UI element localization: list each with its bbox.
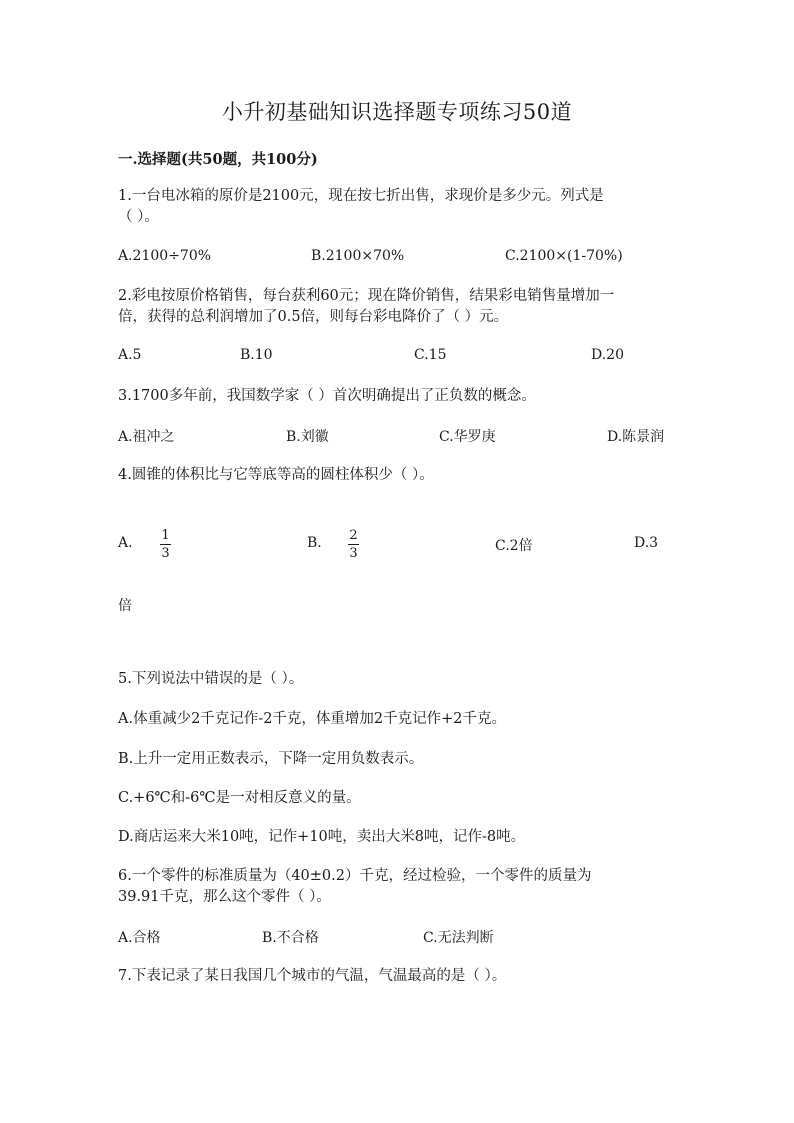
question-5-option-b: B.上升一定用正数表示，下降一定用负数表示。: [118, 751, 424, 767]
question-4-option-c: C.2倍: [495, 538, 533, 554]
section-heading: 一.选择题(共50题，共100分): [118, 151, 318, 168]
option-a-fraction: [160, 528, 171, 561]
question-5-text: 5.下列说法中错误的是（ ）。: [118, 671, 304, 687]
question-5-option-a: A.体重减少2千克记作-2千克，体重增加2千克记作+2千克。: [118, 711, 507, 727]
question-6-text-cont: 39.91千克，那么这个零件（ ）。: [118, 889, 331, 905]
question-2-option-d: D.20: [591, 347, 624, 363]
question-2-option-b: B.10: [240, 347, 273, 363]
question-6-option-c: C.无法判断: [423, 930, 494, 946]
question-4-option-b: B.: [307, 535, 322, 551]
question-1-text: 1.一台电冰箱的原价是2100元，现在按七折出售，求现价是多少元。列式是: [118, 188, 604, 204]
question-4-option-a: A.: [118, 535, 133, 551]
question-5-option-d: D.商店运来大米10吨，记作+10吨，卖出大米8吨，记作-8吨。: [118, 829, 526, 845]
fraction-bar: [348, 544, 359, 545]
fraction-denominator: 3: [349, 546, 358, 561]
question-6-text: 6.一个零件的标准质量为（40±0.2）千克，经过检验，一个零件的质量为: [118, 868, 592, 884]
question-3-option-c: C.华罗庚: [439, 429, 496, 445]
question-4-text: 4.圆锥的体积比与它等底等高的圆柱体积少（ ）。: [118, 467, 434, 483]
question-3-option-a: A.祖冲之: [118, 429, 175, 445]
question-4-option-d-wrap: 倍: [118, 598, 132, 614]
question-2-text-cont: 倍，获得的总利润增加了0.5倍，则每台彩电降价了（ ）元。: [118, 309, 509, 325]
question-5-option-c: C.+6℃和-6℃是一对相反意义的量。: [118, 790, 361, 806]
question-3-option-d: D.陈景润: [607, 429, 665, 445]
fraction-bar: [160, 544, 171, 545]
fraction-denominator: 3: [161, 546, 170, 561]
question-3-option-b: B.刘徽: [286, 429, 329, 445]
question-4-option-d: D.3: [634, 535, 659, 551]
question-6-option-a: A.合格: [118, 930, 161, 946]
question-2-text: 2.彩电按原价格销售，每台获利60元；现在降价销售，结果彩电销售量增加一: [118, 288, 615, 304]
question-1-option-b: B.2100×70%: [311, 248, 405, 264]
question-3-text: 3.1700多年前，我国数学家（ ）首次明确提出了正负数的概念。: [118, 388, 536, 404]
fraction-numerator: 2: [349, 528, 358, 543]
question-7-text: 7.下表记录了某日我国几个城市的气温，气温最高的是（ ）。: [118, 968, 507, 984]
question-2-option-a: A.5: [118, 347, 142, 363]
question-1-option-a: A.2100÷70%: [118, 248, 212, 264]
option-b-fraction: [348, 528, 359, 561]
question-2-option-c: C.15: [414, 347, 447, 363]
question-1-option-c: C.2100×(1-70%): [505, 248, 623, 264]
question-6-option-b: B.不合格: [262, 930, 319, 946]
fraction-numerator: 1: [161, 528, 170, 543]
question-1-text-cont: （ ）。: [118, 209, 159, 225]
page-title: 小升初基础知识选择题专项练习50道: [221, 100, 573, 124]
